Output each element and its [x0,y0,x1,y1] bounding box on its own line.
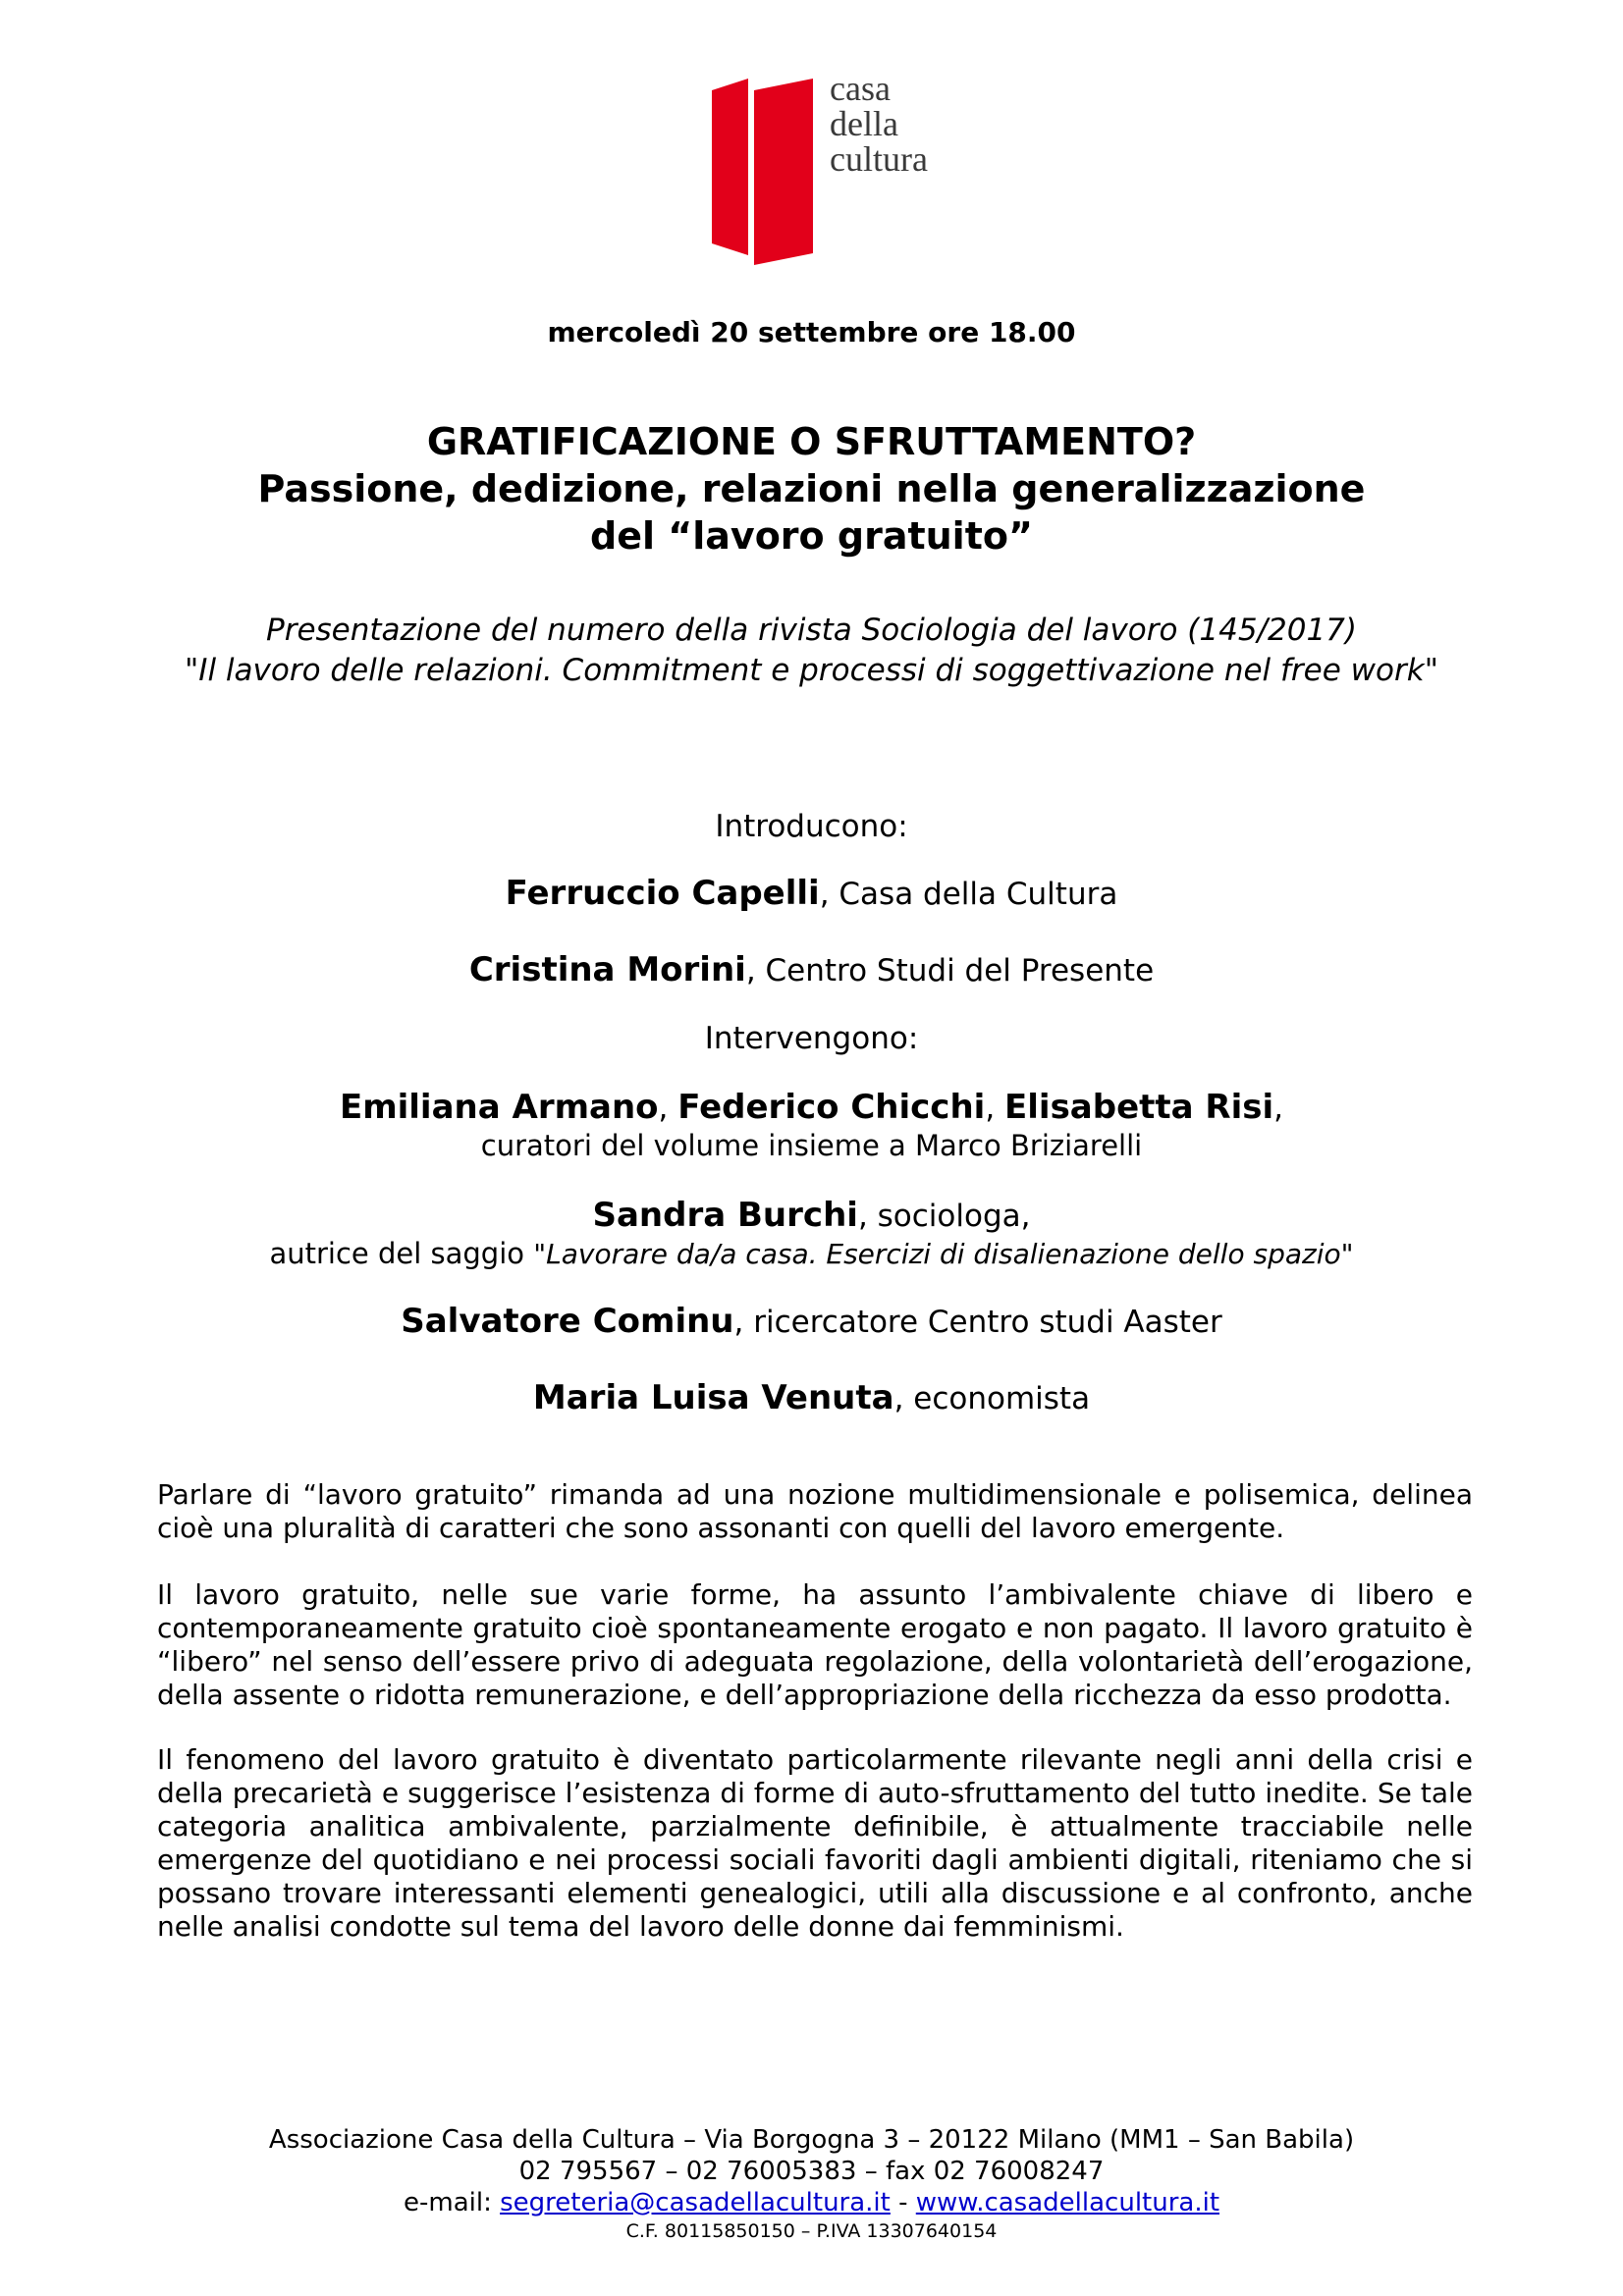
speaker-cominu [0,1302,1623,1341]
event-title [0,418,1623,560]
speaker-morini [0,950,1623,989]
footer-phones: 02 795567 – 02 76005383 – fax 02 76008247 [518,2157,1105,2186]
intervengono-label: Intervengono: [704,1021,919,1056]
paragraph-text: Il lavoro gratuito, nelle sue varie forme, ha assunto l’ambivalente chiave di libero e contemporaneamente gratuito cioè spontaneamente erogato e non pagato. Il lavoro gratuito è “libero” nel senso dell’essere privo di adeguata regolazione, della volontarietà dell’erogazione, della assente o ridotta remunerazione, e dell’appropriazione della ricchezza da esso prodotta. [157,1578,1473,1711]
paragraph-2 [157,1578,1473,1712]
speaker-name: Emiliana Armano [339,1088,659,1127]
speaker-burchi [0,1196,1623,1235]
footer-separator: - [890,2188,916,2217]
email-link[interactable]: segreteria@casadellacultura.it [500,2188,891,2217]
introducono-label: Introducono: [715,809,908,844]
paragraph-3 [157,1743,1473,1944]
paragraph-1 [157,1478,1473,1545]
speaker-role: , ricercatore Centro studi Aaster [733,1305,1222,1340]
title-line-2: Passione, dedizione, relazioni nella generalizzazione [257,467,1366,510]
speaker-name: Elisabetta Risi [1004,1088,1274,1127]
logo-mark [707,79,825,275]
footer-contacts [0,2187,1623,2218]
speaker-name: Federico Chicchi [677,1088,986,1127]
speaker-name: Maria Luisa Venuta [532,1378,894,1417]
speaker-curatori [0,1088,1623,1127]
speaker-venuta [0,1378,1623,1417]
paragraph-text: Il fenomeno del lavoro gratuito è diventato particolarmente rilevante negli anni della crisi e della precarietà e suggerisce l’esistenza di forme di auto-sfruttamento del tutto inedite. Se tale categoria analitica ambivalente, parzialmente definibile, è attualmente tracciabile nelle emergenze del quotidiano e nei processi sociali favoriti dagli ambienti digitali, riteniamo che si possano trovare interessanti elementi genealogici, utili alla discussione e al confronto, anche nelle analisi condotte sul tema del lavoro delle donne dai femminismi. [157,1743,1473,1943]
logo-word-3: cultura [830,139,928,179]
speaker-name: Sandra Burchi [592,1196,858,1235]
name-trail: , [1273,1091,1284,1126]
speaker-role: , Casa della Cultura [819,877,1118,912]
subtitle-line-2: "Il lavoro delle relazioni. Commitment e processi di soggettivazione nel free work" [185,653,1438,688]
name-separator: , [985,1091,1005,1126]
paragraph-text: Parlare di “lavoro gratuito” rimanda ad una nozione multidimensionale e polisemica, delinea cioè una pluralità di caratteri che sono assonanti con quelli del lavoro emergente. [157,1478,1473,1544]
speaker-name: Ferruccio Capelli [505,874,820,913]
event-subtitle [0,611,1623,691]
speaker-role: , economista [893,1381,1091,1416]
burchi-note-prefix: autrice del saggio [269,1237,534,1270]
subtitle-line-1: Presentazione del numero della rivista Sociologia del lavoro (145/2017) [266,613,1357,648]
curatori-note: curatori del volume insieme a Marco Briziarelli [480,1129,1143,1162]
speaker-capelli [0,874,1623,913]
event-date: mercoledì 20 settembre ore 18.00 [547,316,1076,348]
speaker-role: , sociologa, [857,1199,1031,1234]
burchi-essay-title: "Lavorare da/a casa. Esercizi di disalienazione dello spazio" [533,1238,1354,1270]
email-label: e-mail: [403,2188,501,2217]
speaker-name: Cristina Morini [468,950,746,989]
burchi-note [0,1237,1623,1270]
title-line-1: GRATIFICAZIONE O SFRUTTAMENTO? [426,420,1197,463]
speaker-name: Salvatore Cominu [401,1302,734,1341]
logo-wordmark [830,71,928,177]
name-separator: , [658,1091,678,1126]
footer-address: Associazione Casa della Cultura – Via Borgogna 3 – 20122 Milano (MM1 – San Babila) [268,2125,1355,2155]
website-link[interactable]: www.casadellacultura.it [915,2188,1220,2217]
footer [0,2124,1623,2218]
logo-word-2: della [830,104,898,143]
logo [707,71,943,267]
speaker-role: , Centro Studi del Presente [745,953,1155,988]
logo-word-1: casa [830,69,891,108]
title-line-3: del “lavoro gratuito” [590,514,1033,558]
footer-fiscal: C.F. 80115850150 – P.IVA 13307640154 [625,2220,998,2242]
